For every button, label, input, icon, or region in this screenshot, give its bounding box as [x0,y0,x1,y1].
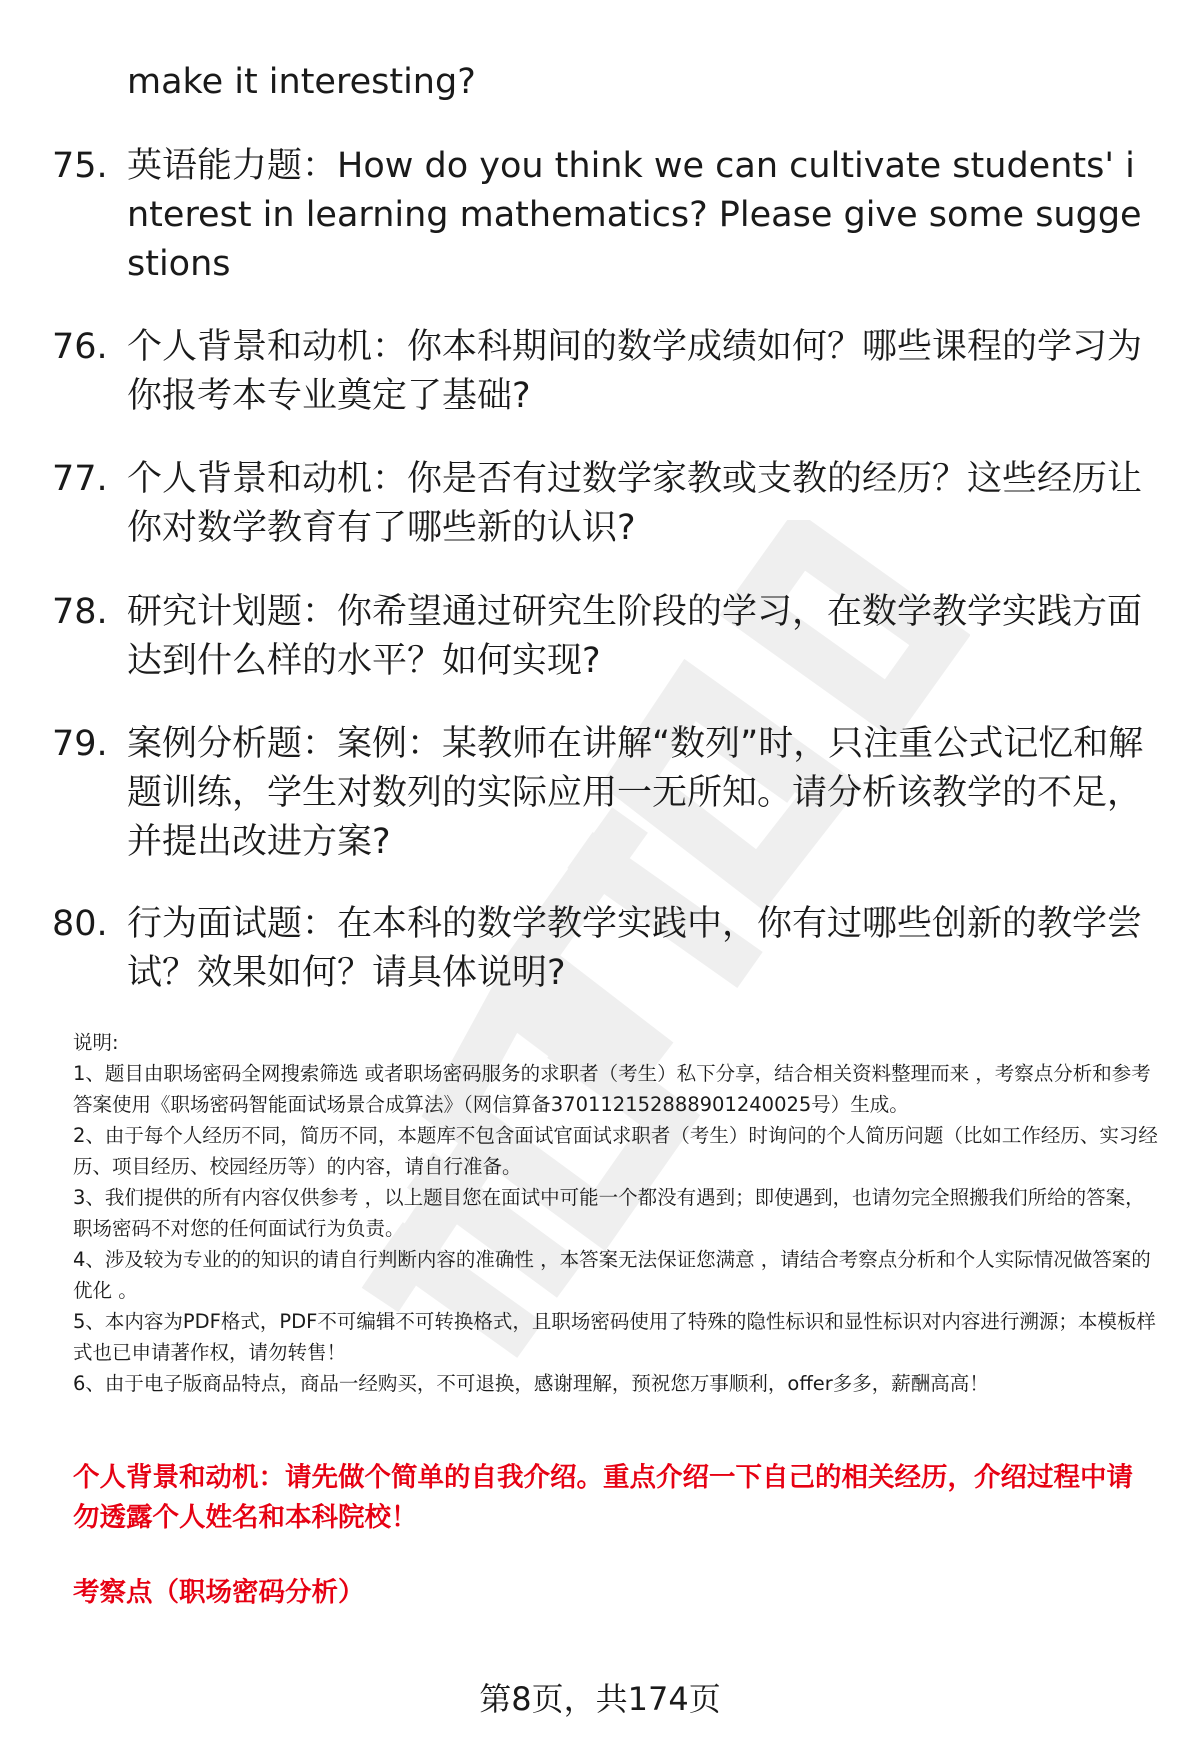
featured-question: 个人背景和动机：请先做个简单的自我介绍。重点介绍一下自己的相关经历，介绍过程中请勿透露个人姓名和本科院校！ [73,1462,1133,1533]
question-number: 78. [52,592,108,632]
note-item: 5、本内容为PDF格式，PDF不可编辑不可转换格式，且职场密码使用了特殊的隐性标识和显性标识对内容进行溯源；本模板样式也已申请著作权，请勿转售！ [73,1310,1156,1364]
question-text: 英语能力题：How do you think we can cultivate students' interest in learning mathematics? Please give some suggestions [127,146,1142,284]
question-text: 研究计划题：你希望通过研究生阶段的学习，在数学教学实践方面达到什么样的水平？如何实现? [127,592,1143,681]
question-text: 个人背景和动机：你是否有过数学家教或支教的经历？这些经历让你对数学教育有了哪些新的认识? [127,459,1143,548]
note-item: 3、我们提供的所有内容仅供参考 ，以上题目您在面试中可能一个都没有遇到；即使遇到，也请勿完全照搬我们所给的答案，职场密码不对您的任何面试行为负责。 [73,1186,1145,1240]
note-item: 2、由于每个人经历不同，简历不同，本题库不包含面试官面试求职者（考生）时询问的个人简历问题（比如工作经历、实习经历、项目经历、校园经历等）的内容，请自行准备。 [73,1124,1158,1178]
question-number: 80. [52,904,108,944]
notes-heading: 说明: [73,1031,119,1054]
question-number: 77. [52,459,108,499]
question-text: 案例分析题：案例：某教师在讲解“数列”时，只注重公式记忆和解题训练，学生对数列的实际应用一无所知。请分析该教学的不足，并提出改进方案? [127,724,1144,862]
question-text: 个人背景和动机：你本科期间的数学成绩如何？哪些课程的学习为你报考本专业奠定了基础? [127,327,1143,416]
analysis-heading: 考察点（职场密码分析） [73,1577,365,1608]
note-item: 6、由于电子版商品特点，商品一经购买，不可退换，感谢理解，预祝您万事顺利，offer多多，薪酬高高！ [73,1372,989,1395]
question-number: 76. [52,327,108,367]
page-number-footer: 第8页，共174页 [479,1680,721,1718]
note-item: 1、题目由职场密码全网搜索筛选 或者职场密码服务的求职者（考生）私下分享，结合相关资料整理而来 ，考察点分析和参考答案使用《职场密码智能面试场景合成算法》（网信算备370112152888901240025号）生成。 [73,1062,1151,1116]
disclaimer-notes [73,1027,1158,1399]
continued-question-text: make it interesting? [127,62,476,102]
question-number: 79. [52,724,108,764]
note-item: 4、涉及较为专业的的知识的请自行判断内容的准确性 ，本答案无法保证您满意 ，请结合考察点分析和个人实际情况做答案的优化 。 [73,1248,1151,1302]
question-number: 75. [52,146,108,186]
question-text: 行为面试题：在本科的数学教学实践中，你有过哪些创新的教学尝试？效果如何？请具体说明? [127,904,1143,993]
